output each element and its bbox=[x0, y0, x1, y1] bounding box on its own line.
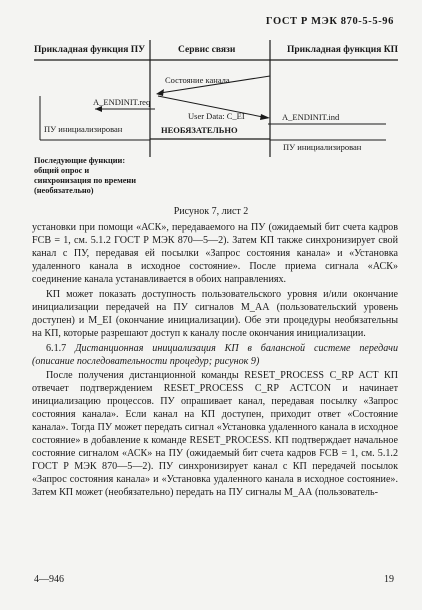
lbl-endinit-ind: A_ENDINIT.ind bbox=[282, 112, 340, 122]
col-header-kp: Прикладная функция КП bbox=[287, 45, 399, 55]
paragraph-4: После получения дистанционной команды RESET_PROCESS С_RP ACT КП отвечает подтверждением RESET_PROCESS С_RP ACTCON и начинает инициализацию процессов. ПУ опрашивает канал, передавая посылку «Запрос состояния канала». Если канал на КП доступен, приходит ответ «Состояние канала». Тогда ПУ может передать сигнал «Установка удаленного канала в исходное состояние» в добавление к команде RESET_PROCESS. КП подтверждает начальное состояние сигналом «АСК» на ПУ (ожидаемый бит счета кадров FCB = 1, см. 5.1.2 ГОСТ Р МЭК 870—5—2). ПУ синхронизирует канал с КП передачей посылок «Запрос состояния канала» и «Установка удаленного канала в исходное состояние». Затем КП может (необязательно) передать на ПУ сигналы М_АА (пользователь- bbox=[32, 369, 398, 498]
note-line-1: Последующие функции: bbox=[34, 156, 126, 165]
lbl-endinit-req: A_ENDINIT.req bbox=[93, 97, 151, 107]
lbl-optional: НЕОБЯЗАТЕЛЬНО bbox=[161, 125, 238, 135]
lbl-user-data: User Data: C_EI bbox=[188, 111, 245, 121]
col-header-service: Сервис связи bbox=[178, 45, 236, 55]
section-title: Дистанционная инициализация КП в балансной системе передачи (описание последовательности процедур; рисунок 9) bbox=[32, 343, 399, 368]
note-line-2: общий опрос и bbox=[34, 166, 90, 175]
footer-signature: 4—946 bbox=[34, 574, 64, 585]
col-header-pu: Прикладная функция ПУ bbox=[34, 45, 146, 55]
note-line-3: синхронизация по времени bbox=[34, 176, 136, 185]
sequence-diagram bbox=[0, 0, 422, 225]
figure-caption: Рисунок 7, лист 2 bbox=[173, 206, 249, 217]
paragraph-2: КП может показать доступность пользовательского уровня и/или окончание инициализации передачей на ПУ сигналов М_АА (пользовательский уровень доступен) и М_EI (окончание инициализации). Обе эти процедуры необязательны на КП, которые разрешают доступ к каналу после окончания инициализации. bbox=[32, 289, 398, 340]
lbl-pu-initialized: ПУ инициализирован bbox=[44, 124, 123, 134]
section-heading-6-1-7 bbox=[32, 342, 398, 368]
page-number: 19 bbox=[384, 574, 394, 585]
msg-channel-state: Состояние канала bbox=[165, 75, 230, 85]
body-text bbox=[32, 221, 398, 499]
lbl-kp-initialized: ПУ инициализирован bbox=[283, 142, 362, 152]
note-line-4: (необязательно) bbox=[34, 186, 94, 195]
page-header: ГОСТ Р МЭК 870-5-5-96 bbox=[265, 16, 394, 27]
paragraph-1: установки при помощи «АСК», передаваемого на ПУ (ожидаемый бит счета кадров FCB = 1, см. 5.1.2 ГОСТ Р МЭК 870—5—2). Затем КП также синхронизирует свой канал с ПУ, передавая ей посылки «Запрос состояния канала» и «Установка удаленного канала в исходное состояние». После приема сигнала «АСК» соединение канала устанавливается в обоих направлениях. bbox=[32, 222, 398, 286]
section-number: 6.1.7 bbox=[46, 343, 76, 355]
